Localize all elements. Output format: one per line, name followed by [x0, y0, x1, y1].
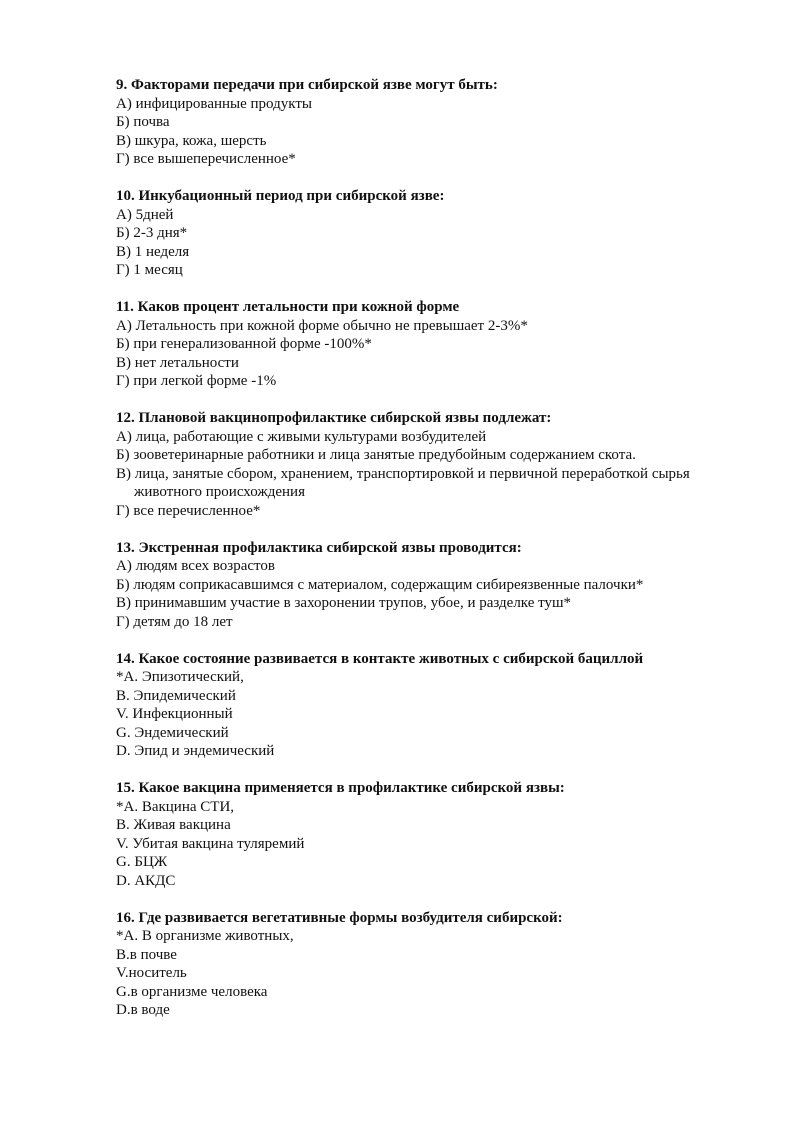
answer-option: В) принимавшим участие в захоронении трупов, убое, и разделке туш*	[116, 595, 572, 611]
question-title: 14. Какое состояние развивается в контакте животных с сибирской бациллой	[116, 650, 644, 667]
answer-option: В) шкура, кожа, шерсть	[116, 132, 267, 149]
answer-option: Г) детям до 18 лет	[116, 613, 233, 630]
answer-list	[116, 95, 746, 169]
answer-list	[116, 557, 746, 631]
answer-list	[116, 206, 746, 280]
question-15	[116, 779, 746, 890]
question-title: 15. Какое вакцина применяется в профилактике сибирской язвы:	[116, 780, 565, 796]
question-title: 13. Экстренная профилактика сибирской язвы проводится:	[116, 539, 522, 556]
answer-option: *А. Вакцина СТИ,	[116, 798, 235, 815]
answer-option: D. Эпид и эндемический	[116, 743, 275, 759]
answer-option: Б) людям соприкасавшимся с материалом, содержащим сибиреязвенные палочки*	[116, 576, 644, 593]
question-11	[116, 298, 746, 391]
answer-option: В) нет летальности	[116, 354, 239, 371]
answer-option: Б) почва	[116, 114, 170, 130]
answer-option: *А. В организме животных,	[116, 928, 294, 944]
question-9	[116, 76, 746, 169]
answer-option: Г) при легкой форме -1%	[116, 373, 277, 389]
answer-list	[116, 428, 746, 521]
answer-option: Б) зооветеринарные работники и лица занятые предубойным содержанием скота.	[116, 447, 636, 463]
answer-option: А) 5дней	[116, 206, 174, 223]
question-title: 16. Где развивается вегетативные формы возбудителя сибирской:	[116, 909, 563, 926]
answer-option: Г) все перечисленное*	[116, 502, 261, 519]
question-12	[116, 409, 746, 520]
answer-option: B. Живая вакцина	[116, 817, 231, 833]
answer-option: B. Эпидемический	[116, 687, 236, 704]
test-document	[116, 76, 746, 1038]
answer-option: А) инфицированные продукты	[116, 95, 312, 112]
question-title: 11. Каков процент летальности при кожной форме	[116, 299, 460, 315]
answer-option: V.носитель	[116, 965, 187, 981]
answer-option: *А. Эпизотический,	[116, 669, 244, 685]
answer-list	[116, 317, 746, 391]
answer-option: Г) все вышеперечисленное*	[116, 151, 296, 167]
answer-option: В) лица, занятые сбором, хранением, транспортировкой и первичной переработкой сырья животного происхождения	[116, 465, 690, 500]
question-14	[116, 650, 746, 761]
answer-option: B.в почве	[116, 946, 177, 963]
answer-option: D. АКДС	[116, 872, 176, 889]
question-10	[116, 187, 746, 280]
answer-option: В) 1 неделя	[116, 243, 190, 260]
answer-option: Б) при генерализованной форме -100%*	[116, 336, 372, 352]
answer-option: D.в воде	[116, 1002, 170, 1018]
answer-option: G. БЦЖ	[116, 854, 168, 870]
question-title: 10. Инкубационный период при сибирской язве:	[116, 188, 445, 204]
answer-option: А) лица, работающие с живыми культурами возбудителей	[116, 428, 487, 445]
answer-option: V. Убитая вакцина туляремий	[116, 835, 305, 852]
answer-option: А) людям всех возрастов	[116, 558, 275, 574]
answer-option: А) Летальность при кожной форме обычно не превышает 2-3%*	[116, 317, 528, 334]
question-title: 12. Плановой вакцинопрофилактике сибирской язвы подлежат:	[116, 410, 552, 426]
answer-list	[116, 798, 746, 891]
answer-option: G.в организме человека	[116, 983, 268, 1000]
question-16	[116, 909, 746, 1020]
answer-list	[116, 668, 746, 761]
answer-option: Б) 2-3 дня*	[116, 225, 188, 241]
question-title: 9. Факторами передачи при сибирской язве могут быть:	[116, 77, 498, 93]
answer-option: V. Инфекционный	[116, 706, 233, 722]
question-13	[116, 539, 746, 632]
answer-option: Г) 1 месяц	[116, 262, 183, 278]
answer-list	[116, 927, 746, 1020]
answer-option: G. Эндемический	[116, 724, 229, 741]
